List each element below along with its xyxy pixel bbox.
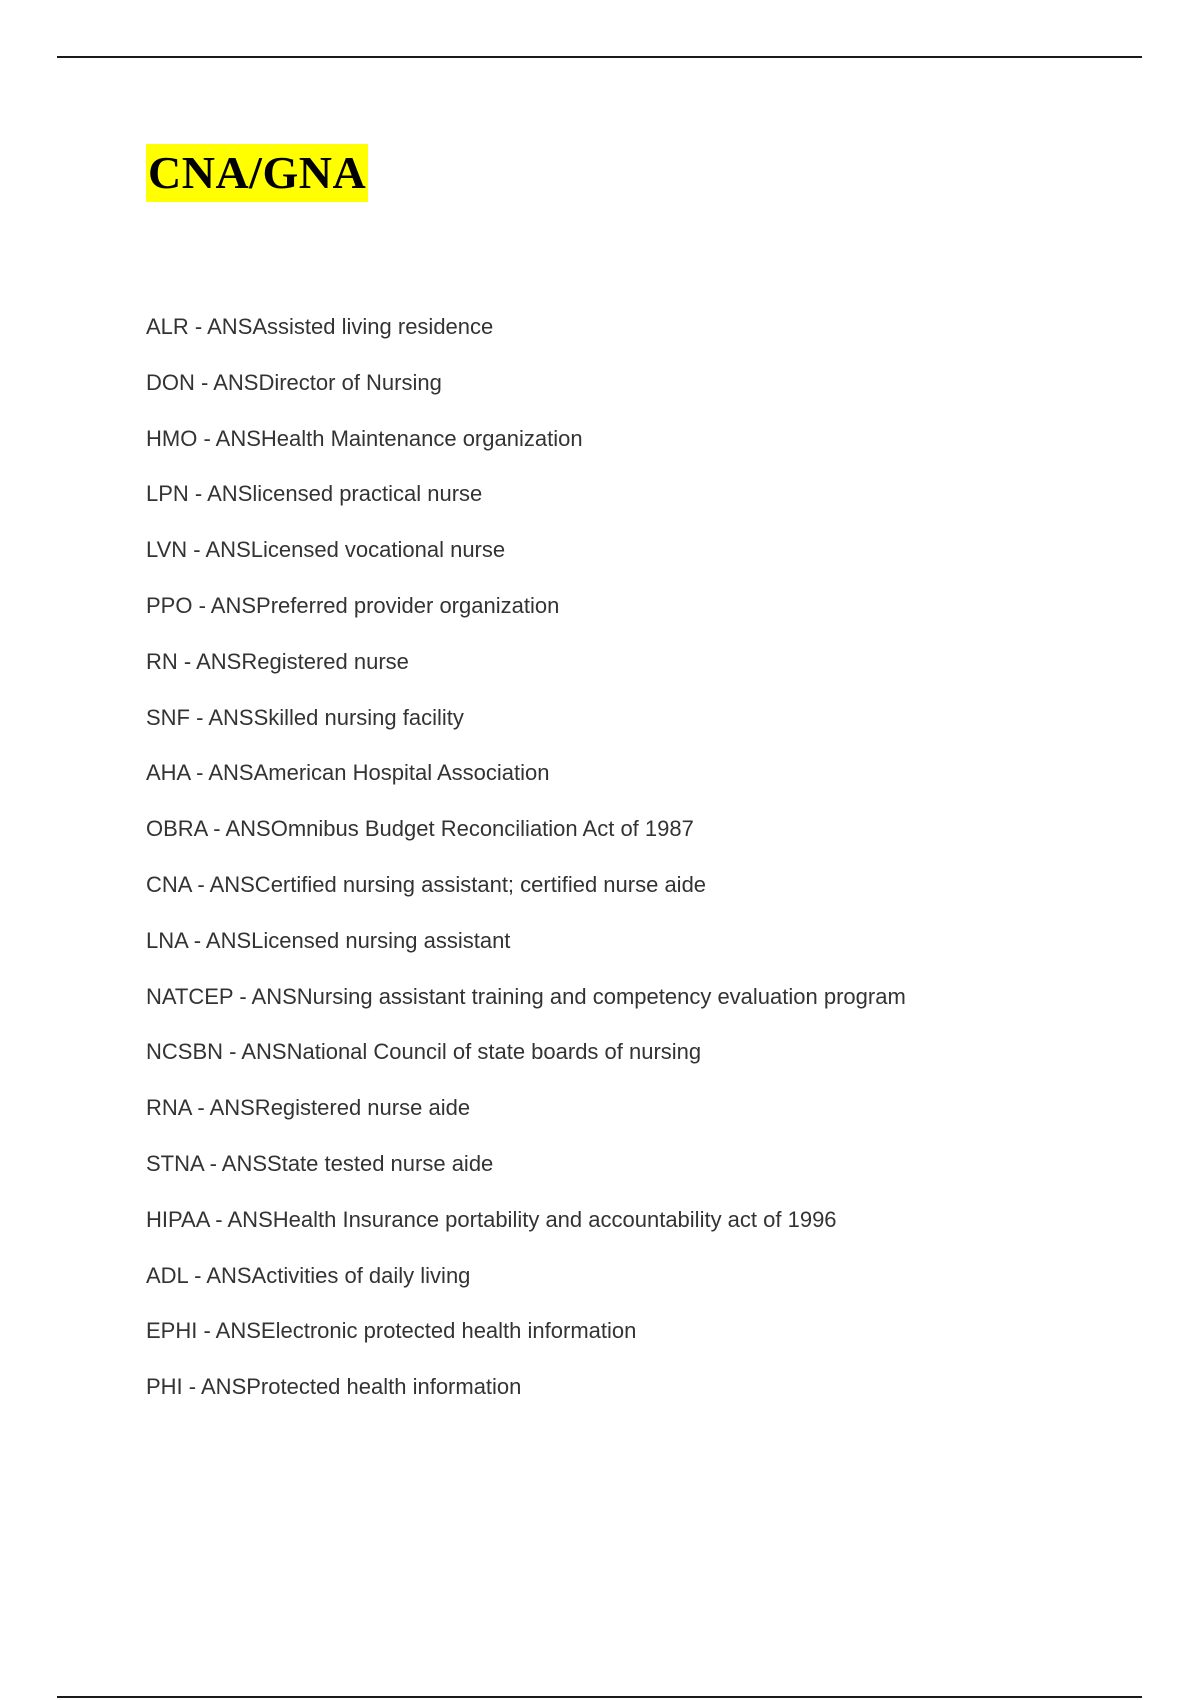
term-entry: ALR - ANSAssisted living residence (146, 314, 494, 339)
term-entry: CNA - ANSCertified nursing assistant; certified nurse aide (146, 871, 707, 897)
term-entry: EPHI - ANSElectronic protected health information (146, 1318, 637, 1344)
term-entry: LVN - ANSLicensed vocational nurse (146, 537, 506, 563)
term-entry: PHI - ANSProtected health information (146, 1374, 522, 1400)
term-entry: LNA - ANSLicensed nursing assistant (146, 927, 511, 953)
term-entry: STNA - ANSState tested nurse aide (146, 1150, 494, 1176)
term-entry: NATCEP - ANSNursing assistant training and competency evaluation program (146, 983, 906, 1009)
page-title: CNA/GNA (146, 144, 368, 202)
term-entry: SNF - ANSSkilled nursing facility (146, 704, 464, 730)
term-entry: AHA - ANSAmerican Hospital Association (146, 760, 550, 786)
term-entry: OBRA - ANSOmnibus Budget Reconciliation Act of 1987 (146, 816, 694, 842)
footer-rule (57, 1696, 1142, 1698)
term-entry: RNA - ANSRegistered nurse aide (146, 1095, 471, 1121)
header-rule (57, 56, 1142, 58)
term-list (146, 308, 906, 1424)
term-entry: PPO - ANSPreferred provider organization (146, 592, 560, 618)
term-entry: HIPAA - ANSHealth Insurance portability and accountability act of 1996 (146, 1206, 837, 1232)
term-entry: RN - ANSRegistered nurse (146, 648, 409, 674)
term-entry: HMO - ANSHealth Maintenance organization (146, 425, 583, 451)
term-entry: LPN - ANSlicensed practical nurse (146, 481, 483, 507)
term-entry: NCSBN - ANSNational Council of state boards of nursing (146, 1039, 702, 1065)
term-entry: DON - ANSDirector of Nursing (146, 369, 442, 395)
term-entry: ADL - ANSActivities of daily living (146, 1262, 471, 1288)
